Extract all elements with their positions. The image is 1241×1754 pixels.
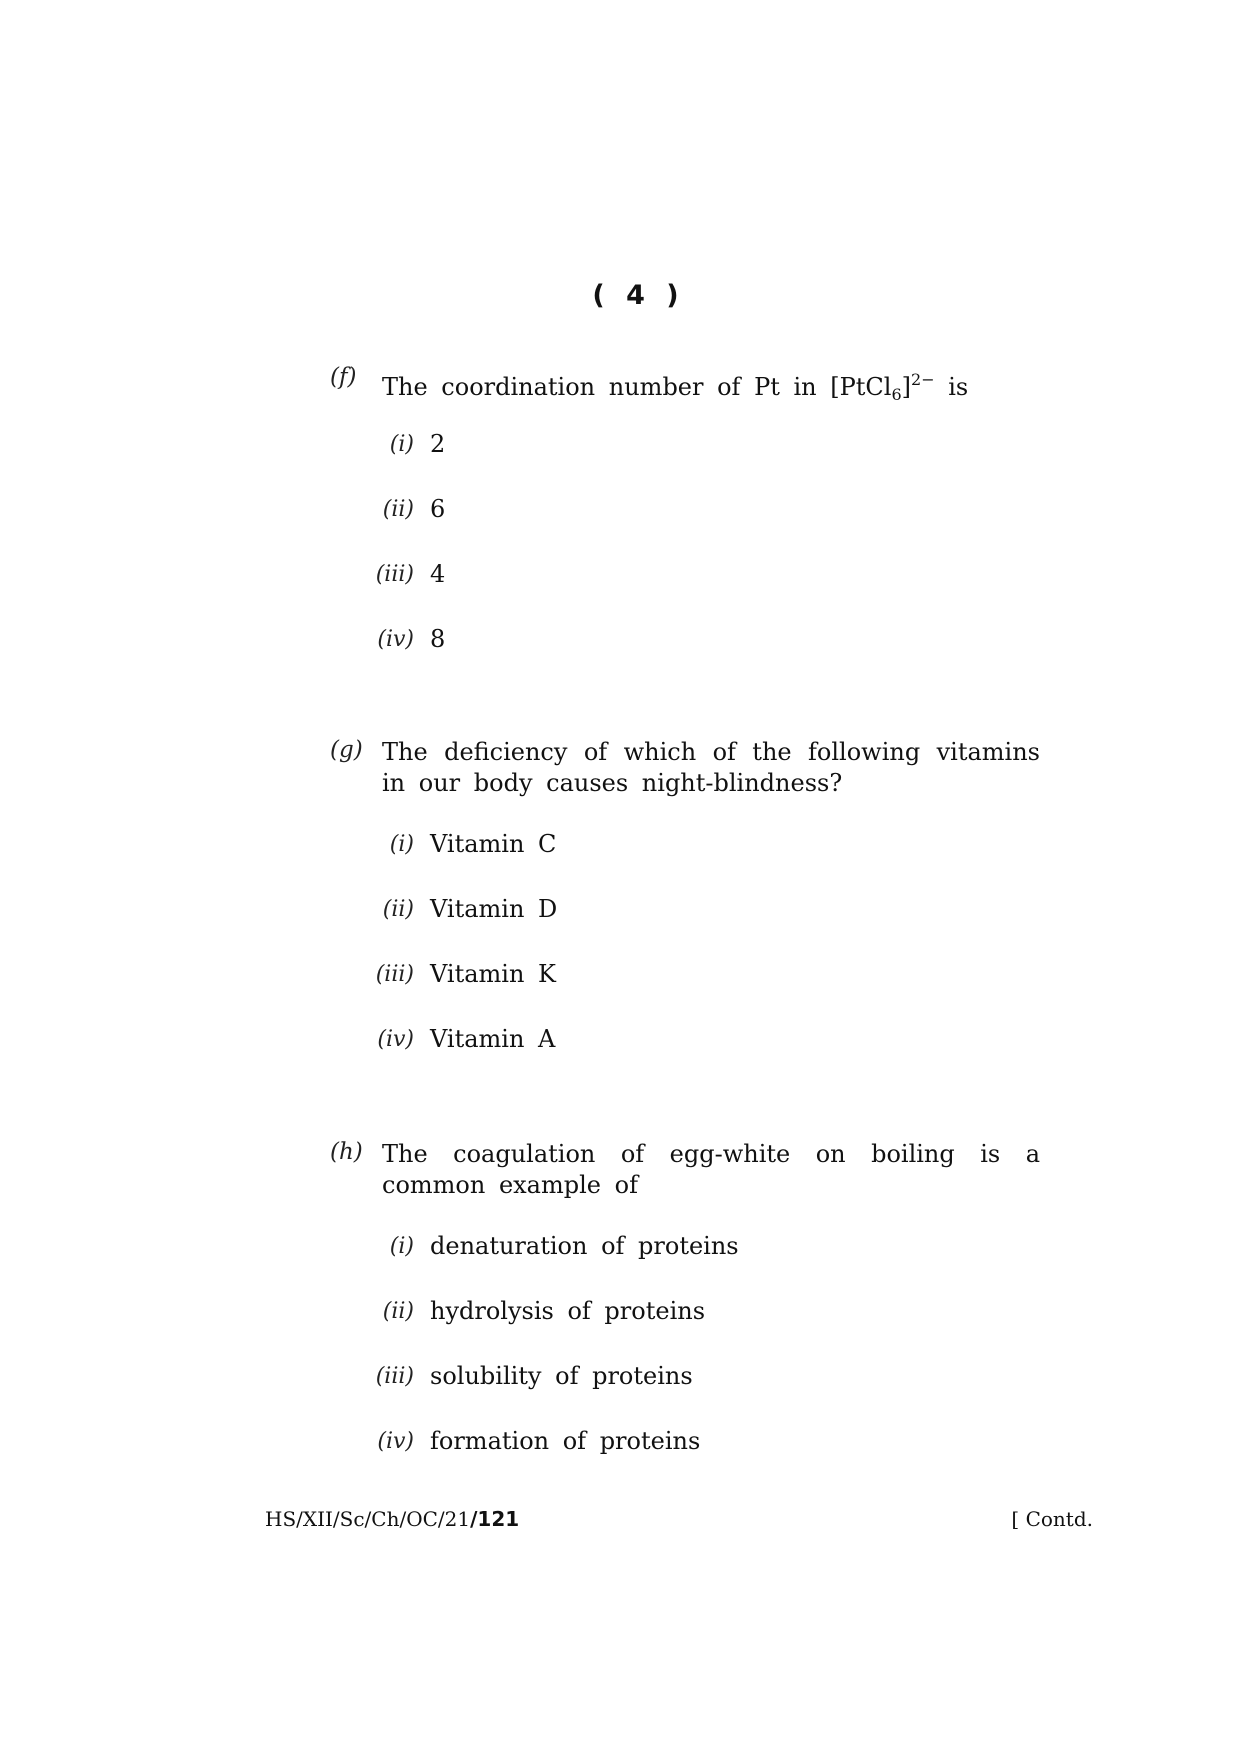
option-iv xyxy=(330,625,1030,659)
question-g xyxy=(330,737,1040,1053)
question-label: (g) xyxy=(330,737,363,763)
option-ii xyxy=(330,495,1030,529)
continued-marker: [ Contd. xyxy=(1011,1507,1093,1531)
question-text: The coordination number of Pt in [PtCl$_6$]$^{2-}$ is xyxy=(382,370,969,404)
option-iii xyxy=(330,960,1030,994)
option-text: Vitamin D xyxy=(430,895,558,923)
option-iii xyxy=(330,560,1030,594)
question-text: The coagulation of egg-white on boiling is a common example of xyxy=(382,1140,1040,1199)
page-number: ( 4 ) xyxy=(592,280,685,311)
option-text: 2 xyxy=(430,430,446,458)
option-iv xyxy=(330,1025,1030,1059)
option-text: Vitamin K xyxy=(430,960,556,988)
option-iv xyxy=(330,1427,1030,1461)
question-f xyxy=(330,364,1040,653)
option-text: denaturation of proteins xyxy=(430,1232,739,1260)
option-text: formation of proteins xyxy=(430,1427,701,1455)
option-i xyxy=(330,830,1030,864)
option-label: (iii) xyxy=(375,962,414,987)
option-ii xyxy=(330,895,1030,929)
option-text: hydrolysis of proteins xyxy=(430,1297,706,1325)
option-label: (ii) xyxy=(382,897,414,922)
option-label: (ii) xyxy=(382,497,414,522)
option-ii xyxy=(330,1297,1030,1331)
option-iii xyxy=(330,1362,1030,1396)
option-label: (iv) xyxy=(377,1027,414,1052)
option-i xyxy=(330,430,1030,464)
question-h xyxy=(330,1139,1040,1455)
option-label: (iv) xyxy=(377,627,414,652)
option-label: (iii) xyxy=(375,1364,414,1389)
option-text: 8 xyxy=(430,625,446,653)
option-label: (i) xyxy=(389,1234,414,1259)
option-label: (iii) xyxy=(375,562,414,587)
question-text: The deficiency of which of the following vitamins in our body causes night-blindness? xyxy=(382,738,1040,797)
option-label: (i) xyxy=(389,432,414,457)
option-text: solubility of proteins xyxy=(430,1362,693,1390)
option-i xyxy=(330,1232,1030,1266)
option-text: Vitamin C xyxy=(430,830,557,858)
question-label: (f) xyxy=(330,364,357,390)
option-text: 6 xyxy=(430,495,446,523)
option-text: Vitamin A xyxy=(430,1025,556,1053)
option-label: (iv) xyxy=(377,1429,414,1454)
option-label: (i) xyxy=(389,832,414,857)
option-label: (ii) xyxy=(382,1299,414,1324)
paper-code: HS/XII/Sc/Ch/OC/21/121 xyxy=(265,1507,520,1531)
option-text: 4 xyxy=(430,560,446,588)
question-label: (h) xyxy=(330,1139,363,1165)
